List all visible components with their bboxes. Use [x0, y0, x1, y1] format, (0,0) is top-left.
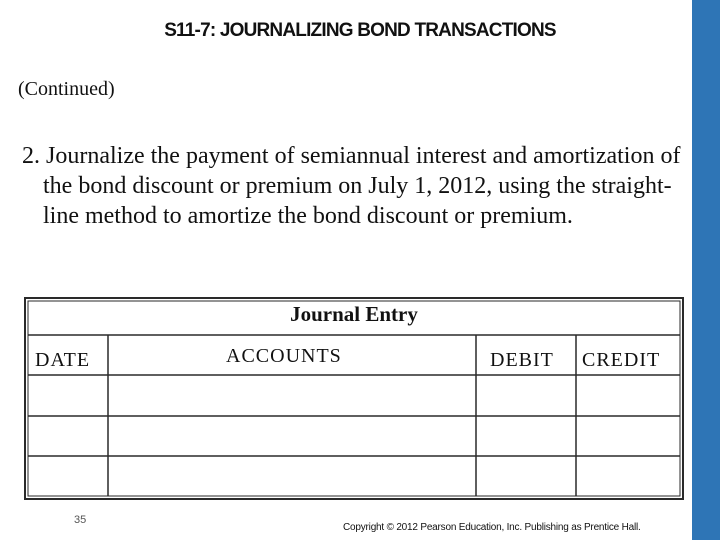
copyright-notice: Copyright © 2012 Pearson Education, Inc. Publishing as Prentice Hall.	[343, 522, 641, 533]
continued-label: (Continued)	[18, 78, 115, 100]
column-header-date: DATE	[35, 349, 91, 371]
page-number: 35	[74, 514, 87, 526]
slide-title: S11-7: JOURNALIZING BOND TRANSACTIONS	[164, 20, 556, 41]
column-header-credit: CREDIT	[582, 349, 661, 371]
journal-entry-table	[24, 297, 684, 500]
column-header-accounts: ACCOUNTS	[226, 345, 342, 367]
journal-grid	[24, 297, 684, 500]
instruction-text: 2. Journalize the payment of semiannual interest and amortization of the bond discount or premium on July 1, 2012, using the straight-line method to amortize the bond discount or premium.	[22, 143, 681, 229]
accent-side-bar	[692, 0, 720, 540]
journal-title: Journal Entry	[290, 302, 418, 326]
column-header-debit: DEBIT	[490, 349, 554, 371]
